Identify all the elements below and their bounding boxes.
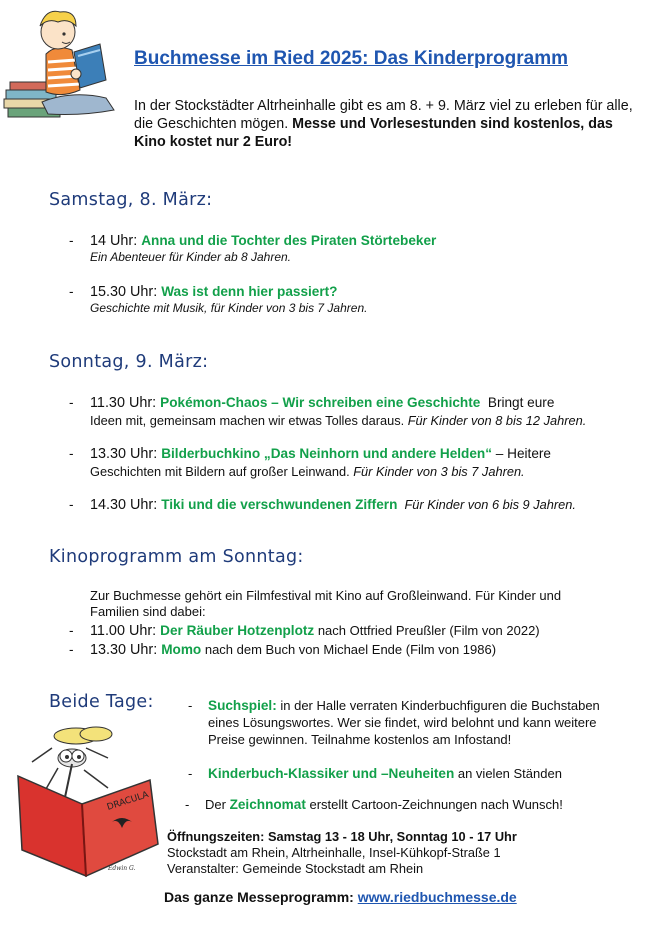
intro-text (134, 97, 634, 151)
item-title: Anna und die Tochter des Piraten Störtebeker (141, 233, 437, 248)
kino-item-2 (69, 641, 497, 659)
intro-bold: Messe und Vorlesestunden sind kostenlos, das Kino kostet nur 2 Euro! (134, 116, 613, 150)
opening-hours: Öffnungszeiten: Samstag 13 - 18 Uhr, Sonntag 10 - 17 Uhr (167, 829, 517, 844)
list-dash: - (69, 642, 74, 657)
both-days-item-2 (188, 765, 562, 782)
both-days-item-1 (188, 697, 600, 748)
signature: Edwin G. (108, 865, 136, 872)
list-dash: - (69, 395, 74, 410)
item-time: 15.30 Uhr: (90, 284, 162, 300)
item-text1: in der Halle verraten Kinderbuchfiguren die Buchstaben (276, 698, 600, 713)
kino-intro (90, 588, 561, 620)
item-after-italic: Für Kinder von 6 bis 9 Jahren. (397, 497, 576, 512)
sunday-item-1 (69, 394, 587, 429)
mosquito-book-illustration (12, 718, 172, 880)
sunday-heading: Sonntag, 9. März: (49, 352, 209, 372)
item-title: Der Räuber Hotzenplotz (160, 623, 315, 638)
list-dash: - (69, 446, 74, 461)
item-line2: Ideen mit, gemeinsam machen wir etwas Tolles daraus. (90, 413, 408, 428)
sunday-item-2 (69, 445, 551, 480)
both-days-item-3 (185, 796, 563, 813)
item-line2-italic: Für Kinder von 3 bis 7 Jahren. (353, 464, 525, 479)
item-line2: Geschichten mit Bildern auf großer Leinwand. (90, 464, 354, 479)
intro-plain: In der Stockstädter Altrheinhalle gibt es am 8. + 9. März viel zu erleben für alle, die Geschichten mögen. (134, 98, 633, 132)
sunday-item-3 (69, 496, 576, 514)
item-title: Zeichnomat (229, 797, 306, 812)
both-days-heading: Beide Tage: (49, 692, 154, 712)
program-link[interactable]: www.riedbuchmesse.de (357, 889, 517, 905)
item-title: Tiki und die verschwundenen Ziffern (161, 497, 398, 512)
item-subtitle: Ein Abenteuer für Kinder ab 8 Jahren. (90, 250, 292, 264)
item-time: 13.30 Uhr: (90, 446, 162, 462)
item-line2-italic: Für Kinder von 8 bis 12 Jahren. (407, 413, 587, 428)
item-time: 14 Uhr: (90, 233, 142, 249)
item-text1: erstellt Cartoon-Zeichnungen nach Wunsch! (305, 797, 563, 812)
page-title: Buchmesse im Ried 2025: Das Kinderprogramm (134, 48, 568, 69)
kino-item-1 (69, 622, 540, 640)
item-time: 13.30 Uhr: (90, 642, 162, 658)
saturday-heading: Samstag, 8. März: (49, 190, 213, 210)
list-dash: - (69, 233, 74, 248)
location: Stockstadt am Rhein, Altrheinhalle, Insel-Kühkopf-Straße 1 (167, 845, 501, 860)
item-before: Der (205, 797, 230, 812)
item-time: 11.00 Uhr: (90, 623, 161, 639)
item-title: Momo (161, 642, 202, 657)
kino-intro-line2: Familien sind dabei: (90, 604, 206, 619)
program-label: Das ganze Messeprogramm: (164, 889, 358, 905)
item-text3: Preise gewinnen. Teilnahme kostenlos am Infostand! (208, 732, 512, 747)
item-subtitle: Geschichte mit Musik, für Kinder von 3 bis 7 Jahren. (90, 301, 368, 315)
item-after: – Heitere (492, 446, 551, 461)
list-dash: - (69, 284, 74, 299)
item-title: Bilderbuchkino „Das Neinhorn und andere Helden“ (161, 446, 493, 461)
kino-intro-line1: Zur Buchmesse gehört ein Filmfestival mit Kino auf Großleinwand. Für Kinder und (90, 588, 562, 603)
item-after: Bringt eure (480, 395, 555, 410)
item-text2: eines Lösungswortes. Wer sie findet, wird belohnt und kann weitere (208, 715, 597, 730)
item-text1: an vielen Ständen (454, 766, 562, 781)
organizer: Veranstalter: Gemeinde Stockstadt am Rhein (167, 861, 424, 876)
item-title: Suchspiel: (208, 698, 277, 713)
saturday-item-2 (69, 283, 368, 316)
boy-reading-illustration (2, 4, 127, 126)
item-time: 11.30 Uhr: (90, 395, 161, 411)
event-info (167, 829, 517, 877)
saturday-item-1 (69, 232, 437, 265)
list-dash: - (185, 797, 190, 812)
list-dash: - (188, 698, 193, 713)
item-title: Pokémon-Chaos – Wir schreiben eine Geschichte (160, 395, 481, 410)
list-dash: - (188, 766, 193, 781)
book-lettering: DRACULA (105, 790, 150, 813)
item-title: Kinderbuch-Klassiker und –Neuheiten (208, 766, 455, 781)
program-line (164, 889, 517, 905)
item-time: 14.30 Uhr: (90, 497, 162, 513)
kino-heading: Kinoprogramm am Sonntag: (49, 547, 304, 567)
item-title: Was ist denn hier passiert? (161, 284, 338, 299)
item-after: nach dem Buch von Michael Ende (Film von 1986) (201, 642, 497, 657)
list-dash: - (69, 623, 74, 638)
item-after: nach Ottfried Preußler (Film von 2022) (314, 623, 540, 638)
list-dash: - (69, 497, 74, 512)
